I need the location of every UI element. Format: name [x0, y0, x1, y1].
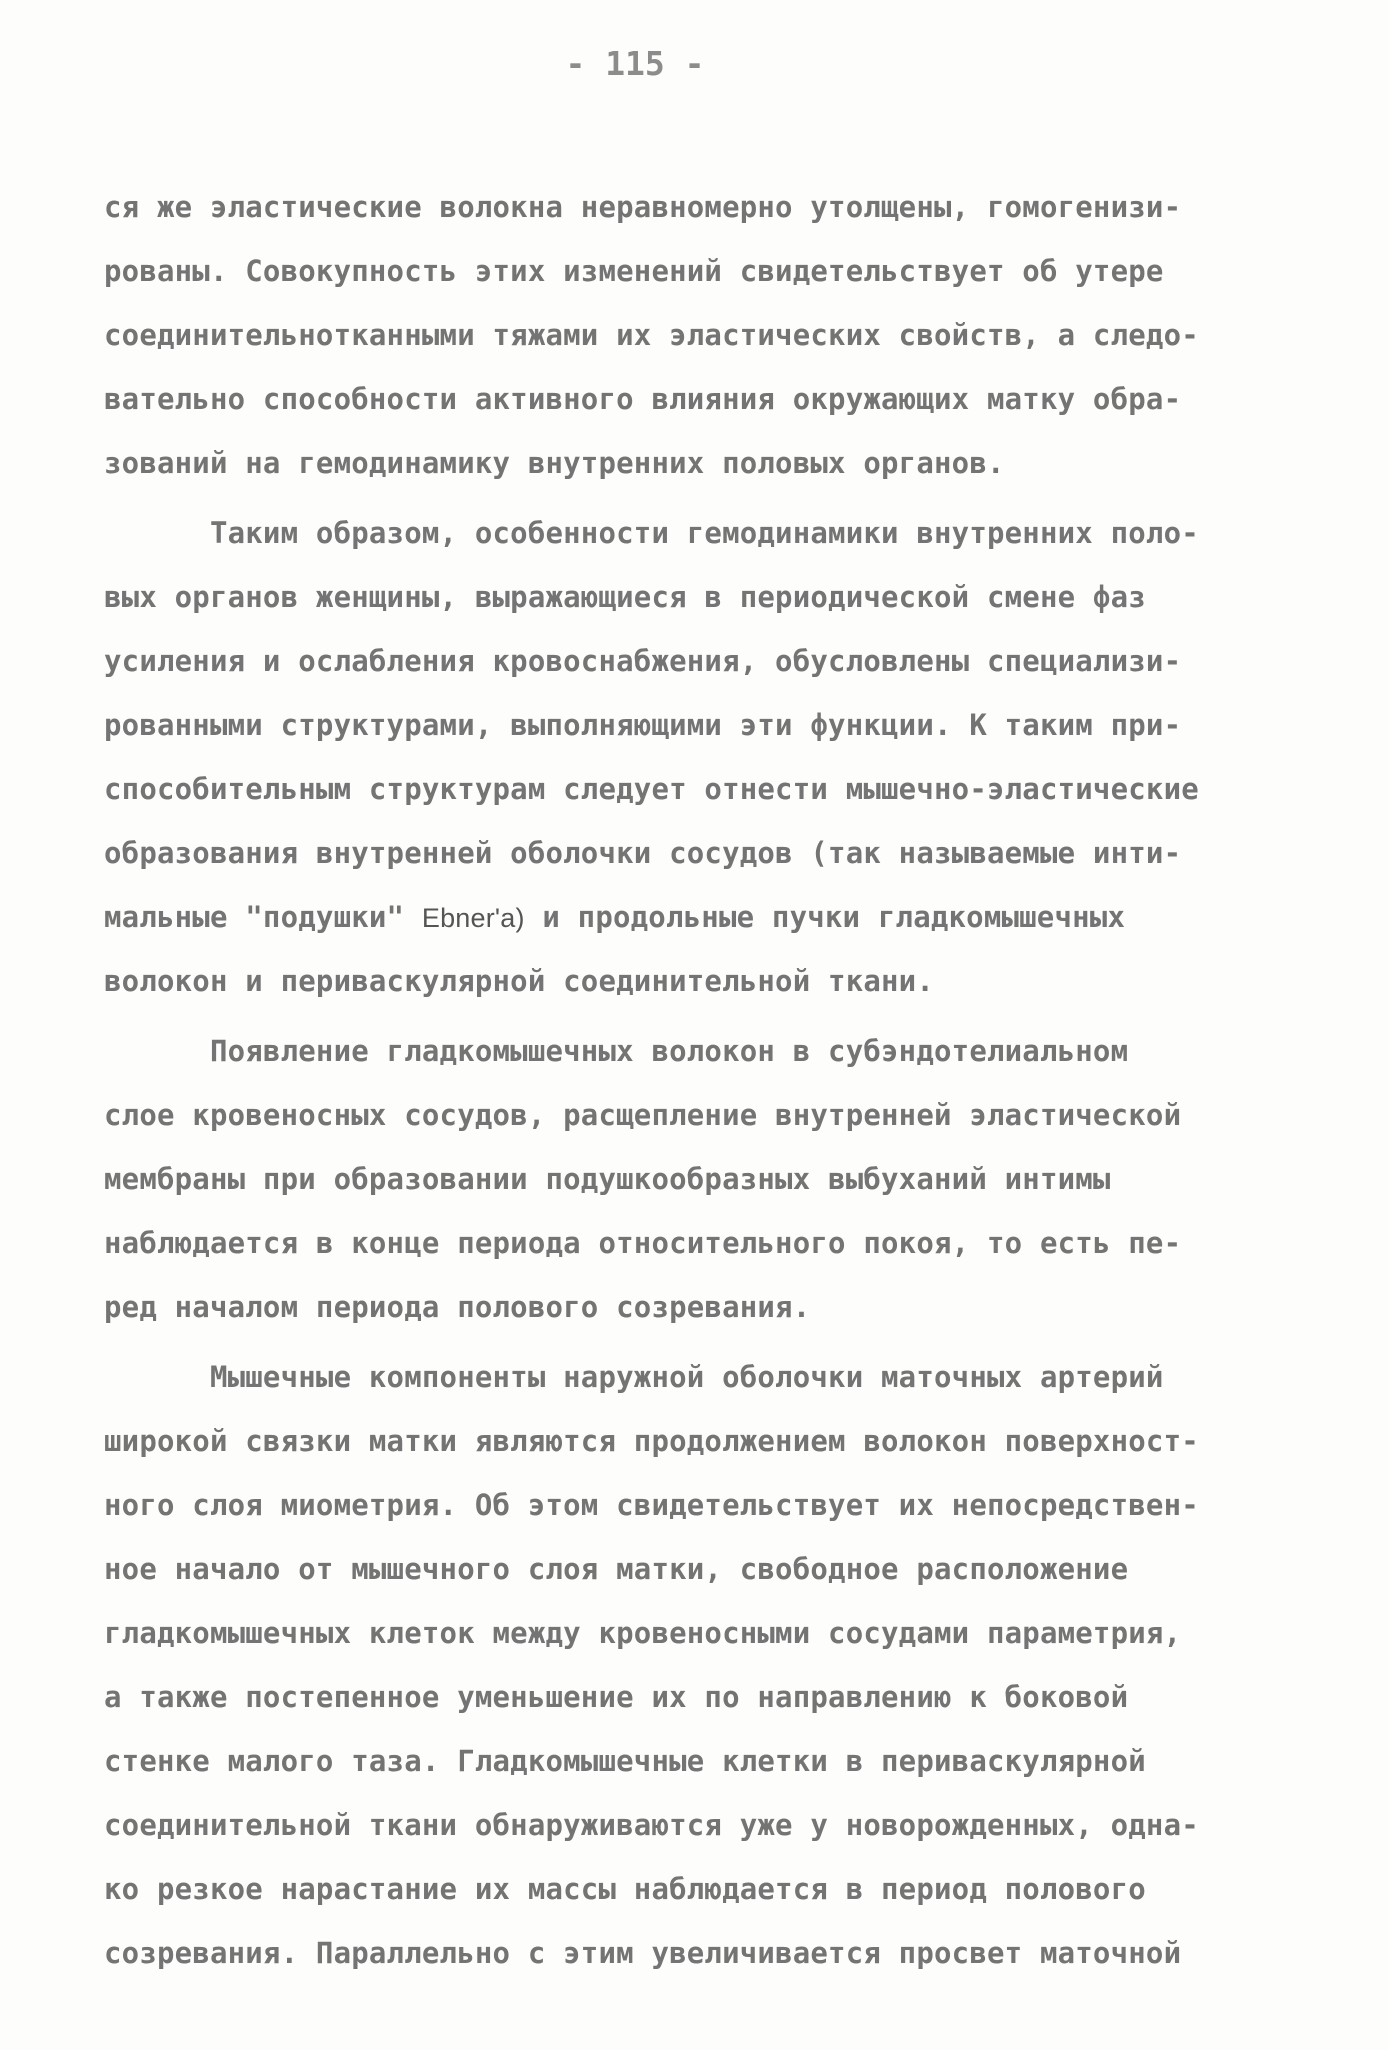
- text-line: ко резкое нарастание их массы наблюдается в период полового: [104, 1872, 1146, 1906]
- paragraph: [104, 1028, 1296, 1348]
- paragraph: [104, 1354, 1296, 1994]
- text-line: широкой связки матки являются продолжением волокон поверхност-: [104, 1424, 1199, 1458]
- latin-name: Ebner'a): [421, 903, 525, 933]
- text-line: гладкомышечных клеток между кровеносными сосудами параметрия,: [104, 1616, 1182, 1650]
- text-line: рованы. Совокупность этих изменений свидетельствует об утере: [104, 254, 1164, 288]
- paragraph: [104, 184, 1296, 504]
- text-line: Появление гладкомышечных волокон в субэндотелиальном: [104, 1034, 1129, 1068]
- text-line: соединительнотканными тяжами их эластических свойств, а следо-: [104, 318, 1199, 352]
- text-line: Таким образом, особенности гемодинамики внутренних поло-: [104, 516, 1199, 550]
- text-line: ное начало от мышечного слоя матки, свободное расположение: [104, 1552, 1129, 1586]
- text-line: ного слоя миометрия. Об этом свидетельствует их непосредствен-: [104, 1488, 1199, 1522]
- text-line: мембраны при образовании подушкообразных выбуханий интимы: [104, 1162, 1111, 1196]
- text-line: зований на гемодинамику внутренних половых органов.: [104, 446, 1005, 480]
- text-line: вых органов женщины, выражающиеся в периодической смене фаз: [104, 580, 1146, 614]
- text-line: а также постепенное уменьшение их по направлению к боковой: [104, 1680, 1129, 1714]
- text-line: рованными структурами, выполняющими эти функции. К таким при-: [104, 708, 1182, 742]
- text-line: стенке малого таза. Гладкомышечные клетки в периваскулярной: [104, 1744, 1146, 1778]
- text-line: наблюдается в конце периода относительного покоя, то есть пе-: [104, 1226, 1182, 1260]
- text-line: способительным структурам следует отнести мышечно-эластические: [104, 772, 1199, 806]
- text-line: усиления и ослабления кровоснабжения, обусловлены специализи-: [104, 644, 1182, 678]
- text-line: вательно способности активного влияния окружающих матку обра-: [104, 382, 1182, 416]
- text-line: образования внутренней оболочки сосудов (так называемые инти-: [104, 836, 1182, 870]
- page-number: - 115 -: [565, 44, 705, 83]
- text-line: созревания. Параллельно с этим увеличивается просвет маточной: [104, 1936, 1182, 1970]
- text-line: ся же эластические волокна неравномерно утолщены, гомогенизи-: [104, 190, 1182, 224]
- text-line: волокон и периваскулярной соединительной ткани.: [104, 964, 934, 998]
- body-text: [104, 184, 1296, 1994]
- text-line: Мышечные компоненты наружной оболочки маточных артерий: [104, 1360, 1164, 1394]
- text-line: ред началом периода полового созревания.: [104, 1290, 811, 1324]
- paragraph: [104, 510, 1296, 1022]
- text-segment: мальные "подушки": [104, 900, 422, 934]
- text-line-ebner: [104, 894, 1296, 958]
- text-line: соединительной ткани обнаруживаются уже у новорожденных, одна-: [104, 1808, 1199, 1842]
- text-segment: и продольные пучки гладкомышечных: [524, 900, 1126, 934]
- text-line: слое кровеносных сосудов, расщепление внутренней эластической: [104, 1098, 1182, 1132]
